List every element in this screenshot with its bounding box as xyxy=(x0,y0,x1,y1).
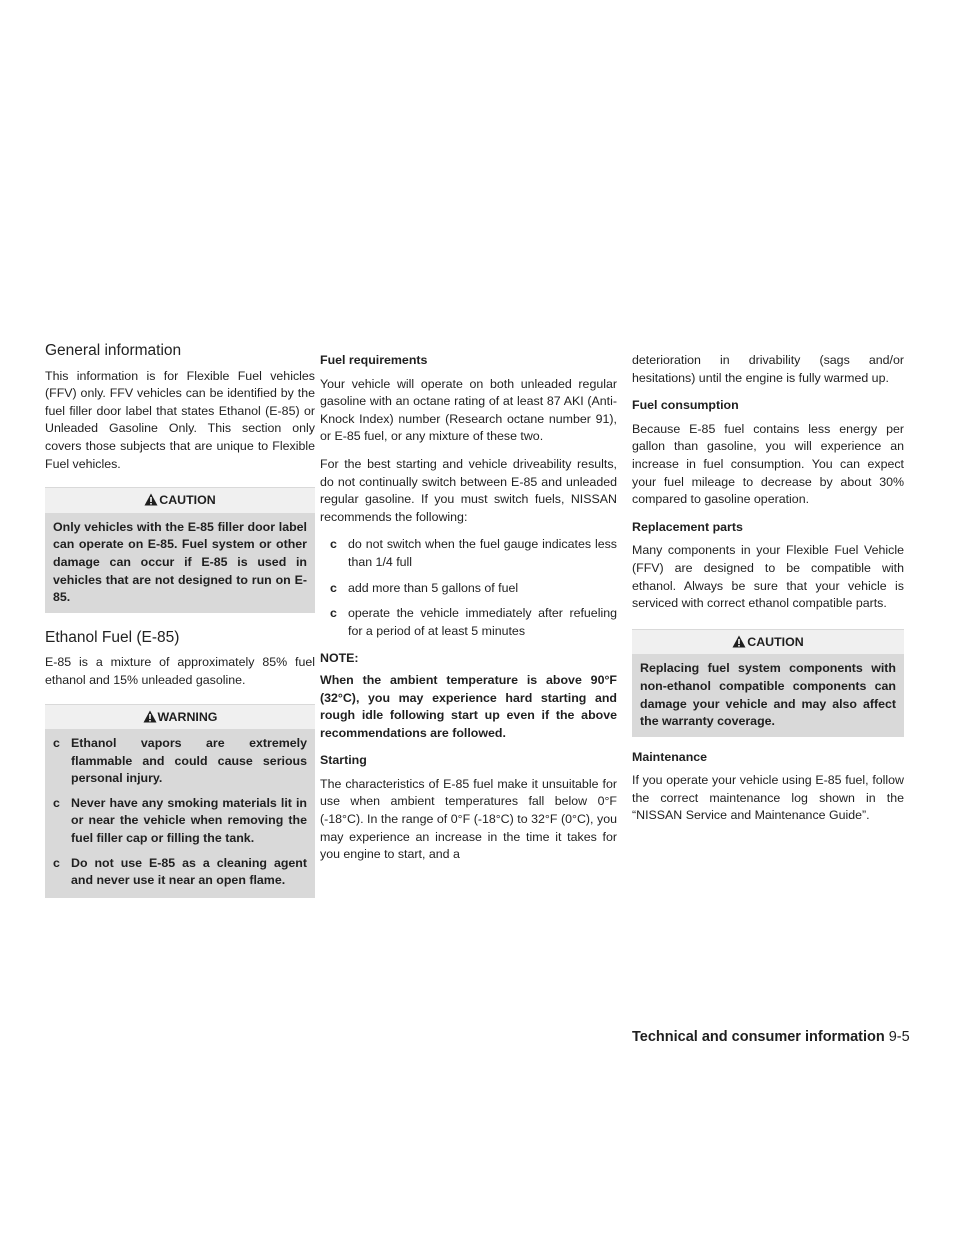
bullet-icon: c xyxy=(53,795,60,810)
maintenance-heading: Maintenance xyxy=(632,749,708,764)
caution-box-1-header xyxy=(45,487,315,513)
bullet-icon: c xyxy=(330,537,337,552)
fuel-requirements-heading: Fuel requirements xyxy=(320,353,428,367)
ethanol-fuel-heading: Ethanol Fuel (E-85) xyxy=(45,628,180,646)
recommendation-item: c do not switch when the fuel gauge indicates less than 1/4 full xyxy=(330,537,617,569)
caution-box-1-title: CAUTION xyxy=(159,493,216,508)
caution-box-1-text: Only vehicles with the E-85 filler door label can operate on E-85. Fuel system or other damage can occur if E-85 is used in vehicles that are not designed to run on E-85. xyxy=(53,519,307,605)
starting-heading: Starting xyxy=(320,753,367,768)
bullet-icon: c xyxy=(330,580,337,595)
starting-text: The characteristics of E-85 fuel make it unsuitable for use when ambient temperatures fall below 0°F (-18°C). In the range of 0°F (-18°C) to 32°F (0°C), you may experience an increase in the time it takes for you engine to start, and a xyxy=(320,776,617,862)
warning-item: c Ethanol vapors are extremely flammable and could cause serious personal injury. xyxy=(53,736,307,786)
column-3 xyxy=(632,352,904,835)
recommendation-item: c add more than 5 gallons of fuel xyxy=(320,580,617,598)
fuel-requirements-text: Your vehicle will operate on both unleaded regular gasoline with an octane rating of at least 87 AKI (Anti-Knock Index) number (Research octane number 91), or E-85 fuel, or any mixture of these two. xyxy=(320,376,617,444)
warning-box xyxy=(45,704,315,898)
recommendations-list xyxy=(320,536,617,640)
drivability-continued-text: deterioration in drivability (sags and/or hesitations) until the engine is fully warmed up. xyxy=(632,353,904,385)
note-label: NOTE: xyxy=(320,651,359,666)
column-2 xyxy=(320,352,617,874)
replacement-parts-text: Many components in your Flexible Fuel Vehicle (FFV) are designed to be compatible with ethanol. Always be sure that your vehicle is serviced with correct ethanol compatible parts. xyxy=(632,543,904,611)
column-1 xyxy=(45,342,315,910)
maintenance-text: If you operate your vehicle using E-85 fuel, follow the correct maintenance log shown in the “NISSAN Service and Maintenance Guide”. xyxy=(632,773,904,823)
warning-box-title: WARNING xyxy=(157,709,218,724)
replacement-parts-heading: Replacement parts xyxy=(632,519,743,534)
caution-box-2-text: Replacing fuel system components with non-ethanol compatible components can damage your vehicle and may also affect the warranty coverage. xyxy=(640,661,896,729)
warning-triangle-icon xyxy=(143,710,157,723)
page-footer xyxy=(632,1029,910,1045)
warning-item: c Never have any smoking materials lit in or near the vehicle when removing the fuel filler cap or filling the tank. xyxy=(53,795,307,846)
general-information-heading: General information xyxy=(45,342,182,359)
bullet-icon: c xyxy=(53,736,60,751)
caution-box-2-title: CAUTION xyxy=(747,634,804,649)
general-information-text: This information is for Flexible Fuel vehicles (FFV) only. FFV vehicles can be identified by the fuel filler door label that states Ethanol (E-85) or Unleaded Gasoline Only. This section only covers those subjects that are unique to Flexible Fuel vehicles. xyxy=(45,368,315,471)
caution-box-1 xyxy=(45,487,315,613)
fuel-consumption-text: Because E-85 fuel contains less energy per gallon than gasoline, you will experience an increase in fuel consumption. You can expect your fuel mileage to decrease by about 30% compared to gasoline operation. xyxy=(632,421,904,507)
caution-box-2 xyxy=(632,629,904,737)
warning-box-header xyxy=(45,704,315,730)
warning-item: c Do not use E-85 as a cleaning agent and never use it near an open flame. xyxy=(53,855,307,888)
warning-triangle-icon xyxy=(732,635,746,648)
warning-box-body xyxy=(45,729,315,898)
page-number: 9-5 xyxy=(888,1029,910,1045)
caution-box-2-header xyxy=(632,629,904,655)
fuel-consumption-heading: Fuel consumption xyxy=(632,398,739,413)
note-text: When the ambient temperature is above 90°F (32°C), you may experience hard starting and rough idle following start up even if the above recommendations are followed. xyxy=(320,672,617,740)
footer-section-title: Technical and consumer information xyxy=(632,1029,885,1045)
ethanol-fuel-text: E-85 is a mixture of approximately 85% fuel ethanol and 15% unleaded gasoline. xyxy=(45,655,315,687)
bullet-icon: c xyxy=(53,855,60,870)
recommendation-item: c operate the vehicle immediately after refueling for a period of at least 5 minutes xyxy=(330,606,617,638)
warning-triangle-icon xyxy=(144,493,158,506)
bullet-icon: c xyxy=(330,606,337,621)
best-starting-text: For the best starting and vehicle driveability results, do not continually switch between E-85 and unleaded regular gasoline. If you must switch fuels, NISSAN recommends the following: xyxy=(320,456,617,524)
